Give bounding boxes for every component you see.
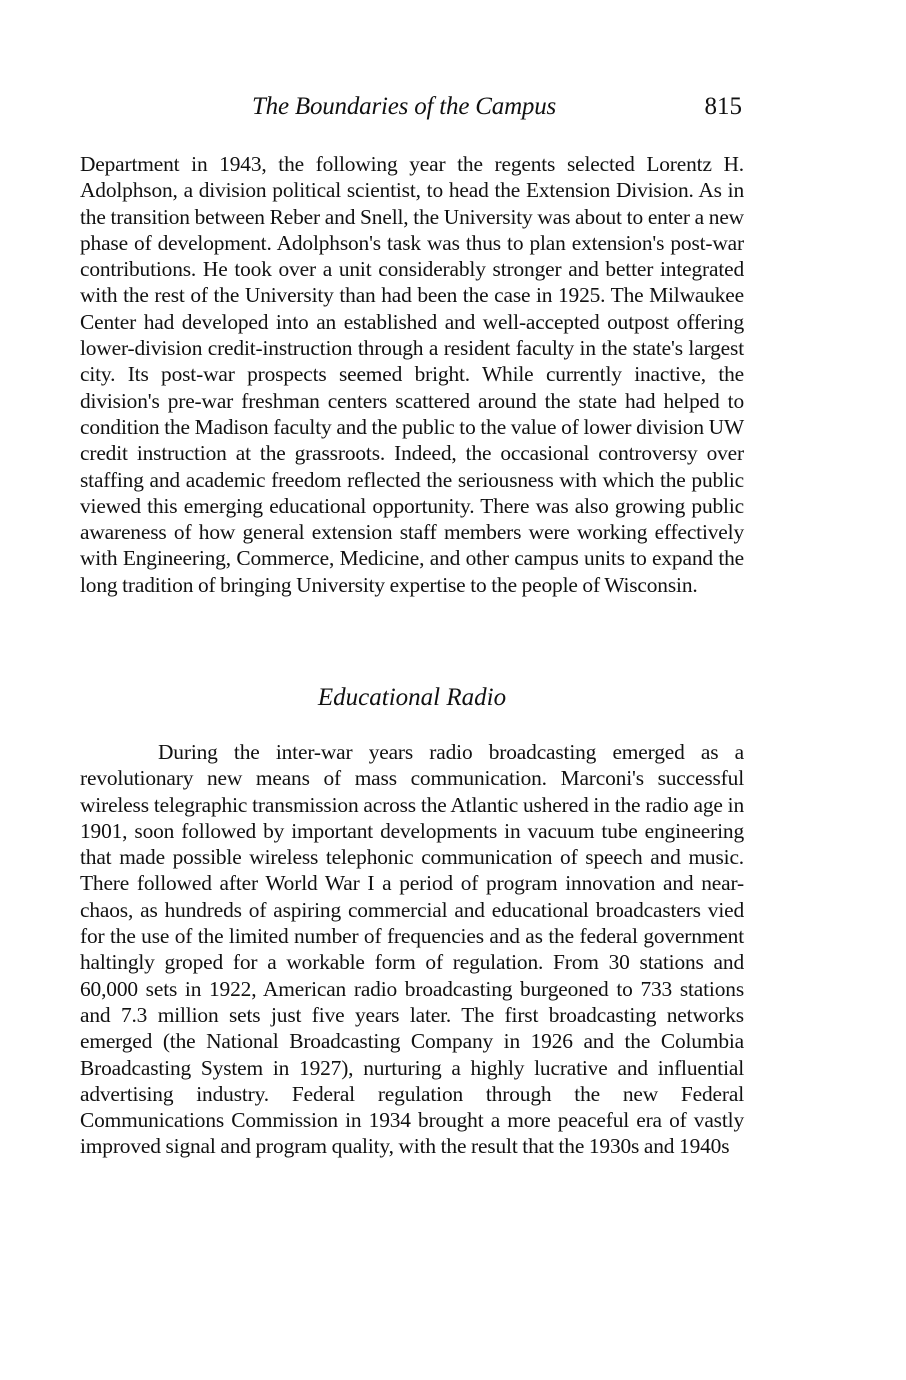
section-heading: Educational Radio	[317, 684, 507, 711]
paragraph-educational-radio: During the inter-war years radio broadcasting emerged as a revolutionary new means of mass communication. Marconi's successful wireless telegraphic transmission across the Atlantic ushered in the radio age in 1901, soon followed by important developments in vacuum tube engineering that made possible wireless telephonic communication of speech and music. There followed after World War I a period of program innovation and near-chaos, as hundreds of aspiring commercial and educational broadcasters vied for the use of the limited number of frequencies and as the federal government haltingly groped for a workable form of regulation. From 30 stations and 60,000 sets in 1922, American radio broadcasting burgeoned to 733 stations and 7.3 million sets just five years later. The first broadcasting networks emerged (the National Broadcasting Company in 1926 and the Columbia Broadcasting System in 1927), nurturing a highly lucrative and influential advertising industry. Federal regulation through the new Federal Communications Commission in 1934 brought a more peaceful era of vastly improved signal and program quality, with the result that the 1930s and 1940s	[80, 740, 744, 1159]
paragraph-extension-division: Department in 1943, the following year the regents selected Lorentz H. Adolphson, a division political scientist, to head the Extension Division. As in the transition between Reber and Snell, the University was about to enter a new phase of development. Adolphson's task was thus to plan extension's post-war contributions. He took over a unit considerably stronger and better integrated with the rest of the University than had been the case in 1925. The Milwaukee Center had developed into an established and well-accepted outpost offering lower-division credit-instruction through a resident faculty in the state's largest city. Its post-war prospects seemed bright. While currently inactive, the division's pre-war freshman centers scattered around the state had helped to condition the Madison faculty and the public to the value of lower division UW credit instruction at the grassroots. Indeed, the occasional controversy over staffing and academic freedom reflected the seriousness with which the public viewed this emerging educational opportunity. There was also growing public awareness of how general extension staff members were working effectively with Engineering, Commerce, Medicine, and other campus units to expand the long tradition of bringing University expertise to the people of Wisconsin.	[80, 152, 744, 597]
running-title: The Boundaries of the Campus	[251, 93, 557, 120]
page-number: 815	[704, 93, 742, 120]
